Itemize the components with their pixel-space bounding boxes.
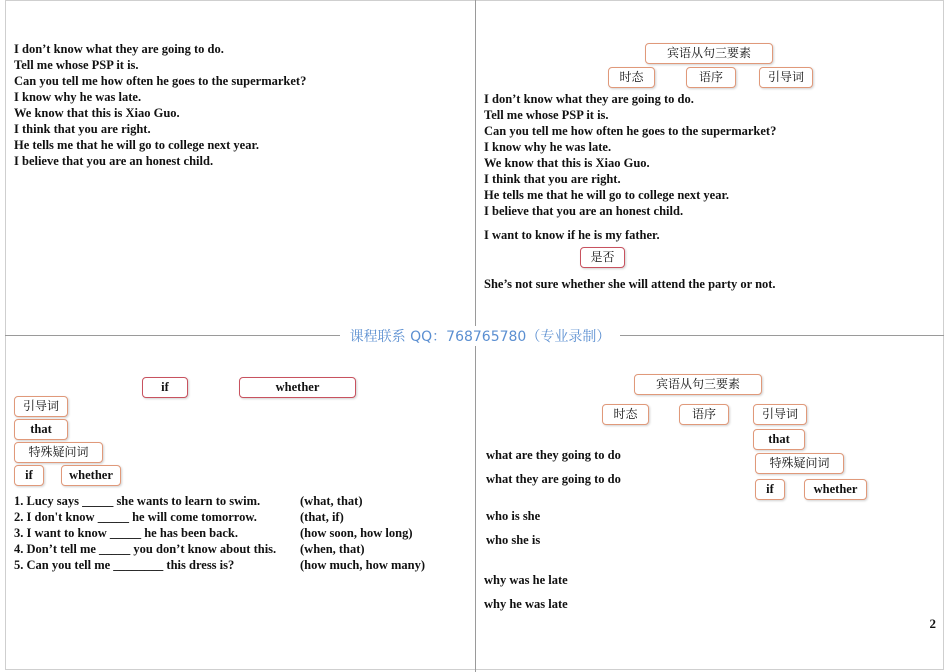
sentence: Tell me whose PSP it is. — [484, 108, 609, 122]
exercise-question: 3. I want to know _____ he has been back. — [14, 526, 238, 540]
tense-tag: 时态 — [602, 404, 649, 425]
sentence: I don’t know what they are going to do. — [484, 92, 694, 106]
statement-order-example: who she is — [486, 533, 541, 547]
yes-no-tag: 是否 — [580, 247, 625, 268]
horizontal-divider-right — [612, 335, 944, 336]
exercise-item — [14, 493, 425, 509]
conjunction-tag: 引导词 — [759, 67, 813, 88]
sentence: I think that you are right. — [484, 172, 621, 186]
exercise-options: (how soon, how long) — [300, 526, 413, 540]
whether-tag: whether — [61, 465, 121, 486]
if-tag: if — [755, 479, 785, 500]
exercise-question: 2. I don't know _____ he will come tomorrow. — [14, 510, 257, 524]
sentence: Tell me whose PSP it is. — [14, 58, 139, 72]
exercise-options: (how much, how many) — [300, 558, 426, 572]
if-example-sentence: I want to know if he is my father. — [484, 228, 660, 242]
sentence: He tells me that he will go to college next year. — [14, 138, 259, 152]
statement-order-example: what they are going to do — [486, 472, 621, 486]
exercise-options: (when, that) — [300, 542, 365, 556]
exercise-question: 5. Can you tell me ________ this dress is? — [14, 558, 235, 572]
question-order-example: what are they going to do — [486, 448, 621, 462]
sentence: I know why he was late. — [14, 90, 142, 104]
exercise-item — [14, 541, 425, 557]
word-order-tag: 语序 — [679, 404, 729, 425]
page-number: 2 — [929, 616, 936, 631]
sentence: I don’t know what they are going to do. — [14, 42, 224, 56]
sentence: We know that this is Xiao Guo. — [14, 106, 180, 120]
whether-tag: whether — [804, 479, 867, 500]
exercise-item — [14, 509, 425, 525]
horizontal-divider-left — [5, 335, 340, 336]
if-tag: if — [14, 465, 44, 486]
question-order-example: why was he late — [484, 573, 568, 587]
exercise-options: (that, if) — [300, 510, 344, 524]
sentence: I believe that you are an honest child. — [484, 204, 684, 218]
three-elements-title-tag: 宾语从句三要素 — [645, 43, 773, 64]
whether-header-tag: whether — [239, 377, 356, 398]
question-order-example: who is she — [486, 509, 541, 523]
exercise-item — [14, 525, 425, 541]
sentence: I believe that you are an honest child. — [14, 154, 214, 168]
special-question-word-tag: 特殊疑问词 — [14, 442, 103, 463]
top-right-sentences — [484, 91, 776, 219]
sentence: He tells me that he will go to college next year. — [484, 188, 729, 202]
exercise-item — [14, 557, 425, 573]
tense-tag: 时态 — [608, 67, 655, 88]
sentence: We know that this is Xiao Guo. — [484, 156, 650, 170]
sentence: I know why he was late. — [484, 140, 612, 154]
special-question-word-tag: 特殊疑问词 — [755, 453, 844, 474]
conjunction-tag: 引导词 — [14, 396, 68, 417]
word-order-tag: 语序 — [686, 67, 736, 88]
that-tag: that — [14, 419, 68, 440]
if-header-tag: if — [142, 377, 188, 398]
statement-order-example: why he was late — [484, 597, 568, 611]
course-contact-watermark: 课程联系 QQ：768765780（专业录制） — [340, 326, 620, 346]
exercise-list — [14, 493, 425, 573]
top-left-sentences — [14, 41, 306, 169]
conjunction-tag: 引导词 — [753, 404, 807, 425]
three-elements-title-tag: 宾语从句三要素 — [634, 374, 762, 395]
that-tag: that — [753, 429, 805, 450]
exercise-options: (what, that) — [300, 494, 363, 508]
sentence: I think that you are right. — [14, 122, 151, 136]
exercise-question: 4. Don’t tell me _____ you don’t know about this. — [14, 542, 277, 556]
exercise-question: 1. Lucy says _____ she wants to learn to swim. — [14, 494, 261, 508]
sentence: Can you tell me how often he goes to the supermarket? — [14, 74, 307, 88]
whether-example-sentence: She’s not sure whether she will attend the party or not. — [484, 277, 776, 291]
sentence: Can you tell me how often he goes to the supermarket? — [484, 124, 777, 138]
